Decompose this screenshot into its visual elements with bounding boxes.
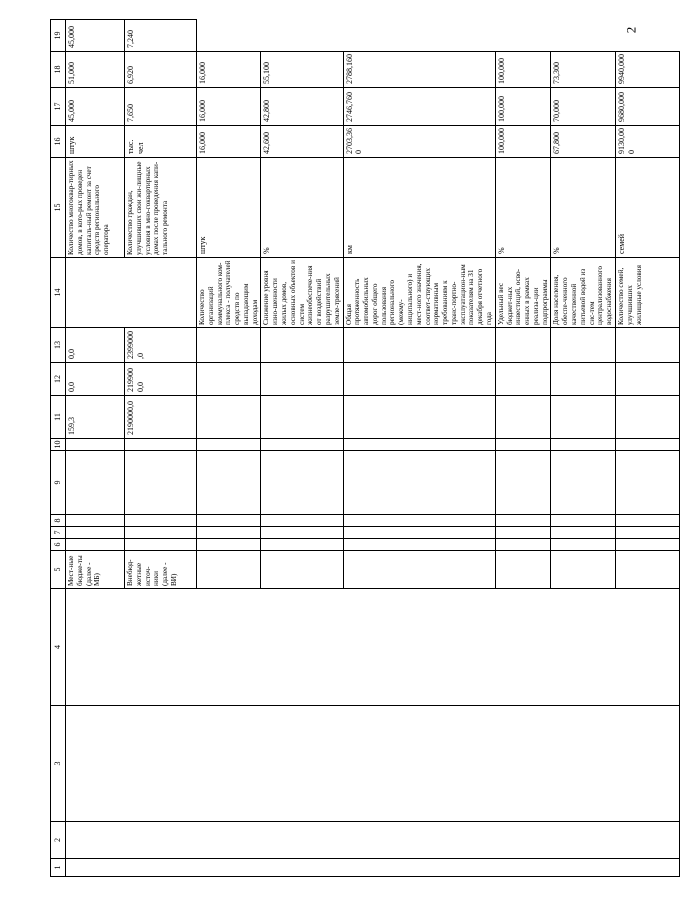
cell-col-19: 7,240 xyxy=(125,20,197,52)
cell-col-12 xyxy=(197,363,261,396)
cell-col-3 xyxy=(66,706,680,822)
cell-col-16: штук xyxy=(66,126,125,158)
cell-col-18: 16,000 xyxy=(197,88,261,126)
cell-col-5 xyxy=(495,551,551,589)
column-number-cell: 12 xyxy=(51,363,66,396)
cell-col-10 xyxy=(197,439,261,451)
cell-col-5 xyxy=(343,551,495,589)
cell-col-12 xyxy=(261,363,343,396)
cell-col-8 xyxy=(125,515,197,527)
cell-col-2 xyxy=(66,822,680,859)
cell-col-6 xyxy=(197,539,261,551)
cell-col-17: 16,000 xyxy=(197,126,261,158)
cell-col-12 xyxy=(551,363,615,396)
cell-col-10 xyxy=(343,439,495,451)
column-number-cell: 13 xyxy=(51,328,66,363)
cell-col-9 xyxy=(551,451,615,515)
cell-col-13 xyxy=(615,328,679,363)
cell-col-7 xyxy=(343,527,495,539)
cell-col-19: 45,000 xyxy=(66,20,125,52)
cell-col-10 xyxy=(261,439,343,451)
cell-col-6 xyxy=(343,539,495,551)
cell-col-12 xyxy=(495,363,551,396)
cell-col-18: 42,800 xyxy=(261,88,343,126)
column-number-cell: 2 xyxy=(51,822,66,859)
table-row xyxy=(66,20,125,877)
cell-col-18: 100,000 xyxy=(495,88,551,126)
cell-col-13: 0,0 xyxy=(66,328,125,363)
cell-col-6 xyxy=(66,539,125,551)
cell-col-13 xyxy=(197,328,261,363)
cell-col-16: тыс. чел xyxy=(125,126,197,158)
column-number-cell: 4 xyxy=(51,589,66,706)
cell-col-10 xyxy=(551,439,615,451)
cell-col-6 xyxy=(261,539,343,551)
column-number-cell: 3 xyxy=(51,706,66,822)
cell-col-18: 9680,000 xyxy=(615,88,679,126)
cell-col-11: 2190000,0 xyxy=(125,396,197,439)
cell-col-10 xyxy=(125,439,197,451)
cell-col-7 xyxy=(261,527,343,539)
column-number-cell: 7 xyxy=(51,527,66,539)
cell-col-11 xyxy=(551,396,615,439)
cell-col-16: км xyxy=(343,158,495,258)
cell-col-13 xyxy=(343,328,495,363)
rotated-table-wrapper xyxy=(50,26,643,877)
indicators-table xyxy=(50,19,680,877)
cell-col-11 xyxy=(615,396,679,439)
cell-col-10 xyxy=(615,439,679,451)
cell-col-6 xyxy=(125,539,197,551)
cell-col-10 xyxy=(495,439,551,451)
cell-col-12: 0,0 xyxy=(66,363,125,396)
cell-col-9 xyxy=(495,451,551,515)
cell-col-17: 45,000 xyxy=(66,88,125,126)
cell-col-15: Количество организаций коммунального ком-плекса - получателей средств по выпадающим доходам xyxy=(197,258,261,328)
table-body xyxy=(51,20,680,877)
page-number: 2 xyxy=(622,26,638,34)
cell-col-19: 9940,000 xyxy=(615,52,679,88)
cell-col-8 xyxy=(343,515,495,527)
cell-col-16: штук xyxy=(197,158,261,258)
cell-col-11 xyxy=(197,396,261,439)
cell-col-9 xyxy=(615,451,679,515)
cell-col-18: 51,000 xyxy=(66,52,125,88)
cell-col-15: Доля населения, обеспе-ченного качественной питьевой водой из сис-тем централизованного водоснабжения xyxy=(551,258,615,328)
cell-col-16: семей xyxy=(615,158,679,258)
cell-col-6 xyxy=(495,539,551,551)
cell-col-9 xyxy=(125,451,197,515)
cell-col-9 xyxy=(261,451,343,515)
cell-col-13: 2399000,0 xyxy=(125,328,197,363)
cell-col-8 xyxy=(495,515,551,527)
cell-col-17: 2703,360 xyxy=(343,126,495,158)
cell-col-11: 159,3 xyxy=(66,396,125,439)
cell-col-19: 100,000 xyxy=(495,52,551,88)
column-number-cell: 1 xyxy=(51,859,66,877)
cell-col-15: Снижение уровня изно-шенности жилых домов, основных объектов и систем жизнеобеспече-ния от воздействий разрушительных земле-трясений xyxy=(261,258,343,328)
cell-col-5 xyxy=(551,551,615,589)
column-number-cell: 10 xyxy=(51,439,66,451)
column-number-cell: 15 xyxy=(51,158,66,258)
cell-col-12: 2199000,0 xyxy=(125,363,197,396)
column-number-cell: 18 xyxy=(51,52,66,88)
cell-col-5 xyxy=(615,551,679,589)
cell-col-16: % xyxy=(261,158,343,258)
column-number-cell: 6 xyxy=(51,539,66,551)
cell-col-7 xyxy=(615,527,679,539)
cell-col-13 xyxy=(551,328,615,363)
cell-col-19: 2788,160 xyxy=(343,52,495,88)
cell-col-8 xyxy=(551,515,615,527)
cell-col-18: 2746,760 xyxy=(343,88,495,126)
cell-col-11 xyxy=(495,396,551,439)
cell-col-7 xyxy=(495,527,551,539)
column-number-row xyxy=(51,20,66,877)
cell-col-4 xyxy=(66,589,680,706)
column-number-cell: 14 xyxy=(51,258,66,328)
cell-col-1 xyxy=(66,859,680,877)
cell-col-17: 9130,000 xyxy=(615,126,679,158)
cell-col-15: Общая протяженность автомобильных дорог общего пользования регионального (межму-ниципального) и мест-ного значения, соответ-ствующих нормативным требованиям к транс-портно-эксплуатацион-ным показателям на 31 декабря отчетного года xyxy=(343,258,495,328)
cell-col-15: Количество граждан, улучшивших свои жи-лищные условия в мно-гоквартирных домах после проведения капи-тального ремонта xyxy=(125,158,197,258)
cell-col-5: Внебюд-жетные источ-ники (далее - ВИ) xyxy=(125,551,197,589)
cell-col-7 xyxy=(66,527,125,539)
cell-col-13 xyxy=(261,328,343,363)
cell-col-15: Количество многоквар-тирных домов, в кото-рых проведен капиталь-ный ремонт за счет средств регионального оператора xyxy=(66,158,125,258)
cell-col-9 xyxy=(197,451,261,515)
cell-col-17: 100,000 xyxy=(495,126,551,158)
cell-col-11 xyxy=(343,396,495,439)
cell-col-5: Мест-ные бюдже-ты (далее - МБ) xyxy=(66,551,125,589)
cell-col-5 xyxy=(197,551,261,589)
cell-col-8 xyxy=(261,515,343,527)
cell-col-8 xyxy=(615,515,679,527)
cell-col-9 xyxy=(343,451,495,515)
cell-col-13 xyxy=(495,328,551,363)
cell-col-9 xyxy=(66,451,125,515)
column-number-cell: 8 xyxy=(51,515,66,527)
cell-col-17: 67,800 xyxy=(551,126,615,158)
cell-col-7 xyxy=(125,527,197,539)
column-number-cell: 17 xyxy=(51,88,66,126)
cell-col-8 xyxy=(66,515,125,527)
column-number-cell: 19 xyxy=(51,20,66,52)
cell-col-10 xyxy=(66,439,125,451)
cell-col-19: 16,000 xyxy=(197,52,261,88)
cell-col-19: 55,100 xyxy=(261,52,343,88)
column-number-cell: 9 xyxy=(51,451,66,515)
cell-col-8 xyxy=(197,515,261,527)
cell-col-14 xyxy=(66,258,197,328)
cell-col-11 xyxy=(261,396,343,439)
cell-col-15: Количество семей, улучшивших жилищные условия xyxy=(615,258,679,328)
cell-col-7 xyxy=(551,527,615,539)
cell-col-6 xyxy=(551,539,615,551)
column-number-cell: 11 xyxy=(51,396,66,439)
cell-col-17: 7,650 xyxy=(125,88,197,126)
cell-col-6 xyxy=(615,539,679,551)
cell-col-17: 42,600 xyxy=(261,126,343,158)
cell-col-5 xyxy=(261,551,343,589)
column-number-cell: 5 xyxy=(51,551,66,589)
cell-col-18: 6,920 xyxy=(125,52,197,88)
column-number-cell: 16 xyxy=(51,126,66,158)
cell-col-16: % xyxy=(495,158,551,258)
cell-col-18: 70,000 xyxy=(551,88,615,126)
cell-col-15: Удельный вес бюджет-ных инвестиций, осво-енных в рамках реализа-ции подпрограммы xyxy=(495,258,551,328)
cell-col-12 xyxy=(615,363,679,396)
cell-col-19: 73,300 xyxy=(551,52,615,88)
cell-col-12 xyxy=(343,363,495,396)
cell-col-7 xyxy=(197,527,261,539)
cell-col-16: % xyxy=(551,158,615,258)
